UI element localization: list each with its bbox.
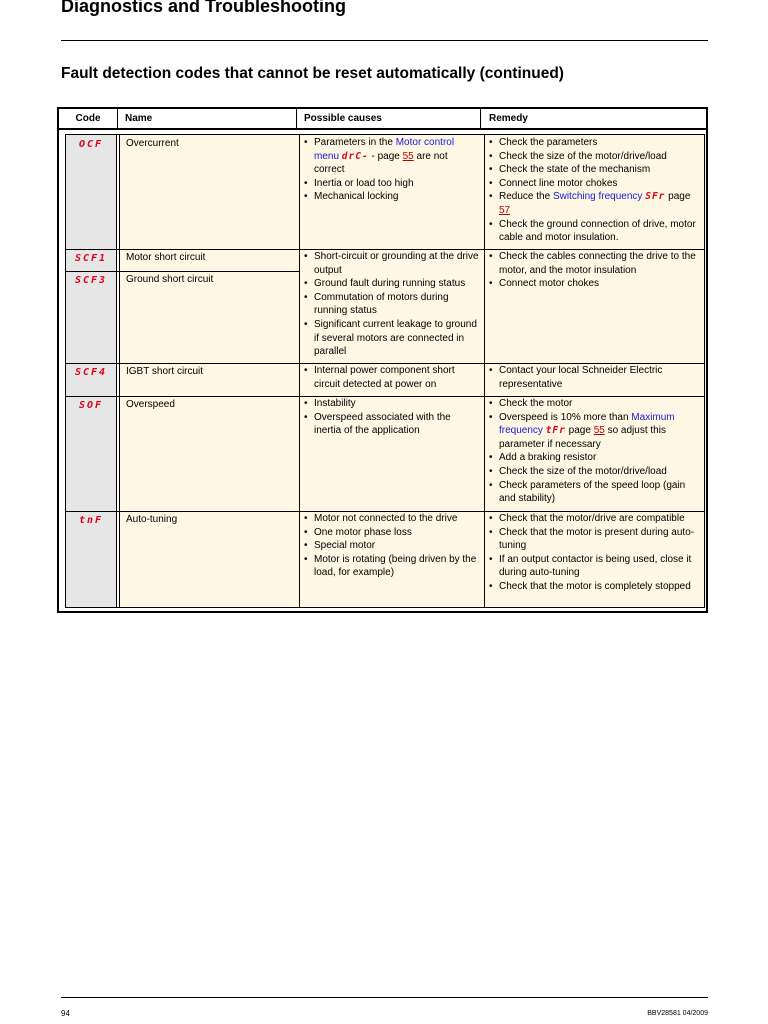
list-item — [304, 553, 480, 580]
text-fragment: Commutation of motors during running status — [314, 291, 449, 317]
text-fragment: Reduce the — [499, 191, 553, 203]
possible-causes-list — [304, 250, 480, 359]
list-item — [489, 190, 704, 217]
list-item — [304, 177, 480, 191]
list-item — [489, 512, 704, 526]
list-item — [489, 277, 704, 291]
text-fragment: Motor not connected to the drive — [314, 513, 458, 524]
text-fragment: Contact your local Schneider Electric representative — [499, 365, 663, 390]
column-divider — [484, 135, 485, 607]
remedy-list — [489, 250, 704, 291]
list-item — [489, 177, 704, 191]
text-fragment: Check the size of the motor/drive/load — [499, 150, 667, 162]
text-fragment: page — [565, 425, 594, 437]
text-fragment: - page — [368, 150, 403, 162]
top-rule — [61, 40, 708, 41]
text-fragment: Connect motor chokes — [499, 278, 600, 290]
sub-row-divider — [66, 271, 299, 272]
fault-name: Ground short circuit — [126, 274, 214, 285]
column-header-code: Code — [75, 113, 101, 124]
list-item — [489, 364, 704, 391]
text-fragment: One motor phase loss — [314, 526, 412, 538]
text-fragment: Ground fault during running status — [314, 278, 466, 290]
list-item — [489, 163, 704, 177]
text-fragment: page — [665, 191, 691, 203]
possible-causes-list — [304, 512, 480, 580]
text-fragment: Check the size of the motor/drive/load — [499, 465, 667, 477]
text-fragment: are not correct — [314, 150, 448, 176]
list-item — [304, 190, 480, 204]
list-item — [489, 465, 704, 479]
header-rule — [59, 128, 706, 130]
list-item — [304, 291, 480, 318]
possible-causes-list — [304, 397, 480, 438]
remedy-list — [489, 397, 704, 506]
parameter-name: Maximum frequency — [499, 411, 675, 437]
text-fragment: Motor is rotating (being driven by the load, for example) — [314, 553, 477, 579]
remedy-list — [489, 136, 704, 245]
text-fragment: Check parameters of the speed loop (gain and stability) — [499, 479, 686, 505]
parameter-code: SFr — [645, 191, 666, 203]
fault-name: Motor short circuit — [126, 252, 206, 263]
page-number: 94 — [61, 1009, 70, 1018]
list-item — [489, 250, 704, 277]
table-body — [65, 134, 705, 608]
fault-name: Overspeed — [126, 399, 175, 410]
list-item — [304, 397, 480, 411]
column-header-remedy: Remedy — [489, 113, 528, 124]
text-fragment: Overspeed associated with the inertia of the application — [314, 411, 451, 437]
column-divider — [299, 135, 300, 607]
fault-code: OCF — [78, 139, 104, 150]
text-fragment: Significant current leakage to ground if several motors are connected in parallel — [314, 318, 477, 358]
text-fragment: Internal power component short circuit detected at power on — [314, 365, 455, 390]
list-item — [489, 451, 704, 465]
page-link[interactable]: 55 — [593, 425, 605, 437]
parameter-code: tFr — [545, 425, 566, 437]
list-item — [304, 539, 480, 553]
fault-code: SCF3 — [74, 275, 108, 286]
text-fragment: Overspeed is 10% more than — [499, 411, 632, 423]
list-item — [489, 397, 704, 411]
column-header-name: Name — [125, 113, 153, 124]
parameter-code: drC- — [341, 150, 369, 162]
text-fragment: Parameters in the — [314, 137, 396, 148]
list-item — [304, 512, 480, 526]
text-fragment: Check the motor — [499, 398, 573, 409]
possible-causes-list — [304, 364, 480, 391]
text-fragment: Check the ground connection of drive, motor cable and motor insulation. — [499, 218, 696, 244]
list-item — [304, 277, 480, 291]
text-fragment: Check the cables connecting the drive to the motor, and the motor insulation — [499, 251, 696, 276]
list-item — [489, 136, 704, 150]
list-item — [304, 250, 480, 277]
page-title: Diagnostics and Troubleshooting — [61, 0, 347, 16]
list-item — [304, 364, 480, 391]
list-item — [489, 526, 704, 553]
fault-code: tnF — [78, 515, 104, 526]
header-divider — [296, 109, 297, 129]
text-fragment: Short-circuit or grounding at the drive output — [314, 251, 479, 276]
fault-name: Overcurrent — [126, 138, 179, 149]
section-title: Fault detection codes that cannot be reset automatically (continued) — [61, 65, 564, 82]
text-fragment: Check that the motor is completely stopped — [499, 580, 691, 592]
text-fragment: Inertia or load too high — [314, 177, 414, 189]
text-fragment: Add a braking resistor — [499, 452, 597, 464]
text-fragment: Instability — [314, 398, 356, 409]
list-item — [304, 526, 480, 540]
list-item — [489, 580, 704, 594]
page-link[interactable]: 55 — [402, 150, 414, 162]
parameter-name: Switching frequency — [552, 191, 646, 203]
list-item — [489, 411, 704, 452]
list-item — [489, 553, 704, 580]
text-fragment: Mechanical locking — [314, 191, 399, 203]
list-item — [304, 318, 480, 359]
header-divider — [480, 109, 481, 129]
list-item — [489, 218, 704, 245]
document-reference: BBV28581 04/2009 — [647, 1010, 708, 1017]
page-link[interactable]: 57 — [499, 204, 511, 216]
bottom-rule — [61, 997, 708, 998]
text-fragment: If an output contactor is being used, close it during auto-tuning — [499, 553, 692, 579]
fault-code: SOF — [78, 400, 104, 411]
list-item — [489, 150, 704, 164]
text-fragment: Connect line motor chokes — [499, 177, 618, 189]
list-item — [304, 136, 480, 177]
fault-code: SCF4 — [74, 367, 108, 378]
text-fragment: Check the parameters — [499, 137, 598, 148]
list-item — [304, 411, 480, 438]
text-fragment: so adjust this parameter if necessary — [499, 425, 666, 450]
remedy-list — [489, 364, 704, 391]
header-divider — [117, 109, 118, 129]
text-fragment: Special motor — [314, 540, 376, 552]
text-fragment: Check that the motor is present during auto-tuning — [499, 526, 695, 552]
possible-causes-list — [304, 136, 480, 204]
fault-name: Auto-tuning — [126, 514, 178, 525]
parameter-name: Motor control menu — [314, 137, 455, 162]
list-item — [489, 479, 704, 506]
fault-code-table — [57, 107, 708, 613]
column-header-causes: Possible causes — [304, 113, 382, 124]
remedy-list — [489, 512, 704, 594]
fault-code: SCF1 — [74, 253, 108, 264]
text-fragment: Check that the motor/drive are compatible — [499, 513, 685, 524]
text-fragment: Check the state of the mechanism — [499, 164, 651, 176]
fault-name: IGBT short circuit — [126, 366, 204, 377]
